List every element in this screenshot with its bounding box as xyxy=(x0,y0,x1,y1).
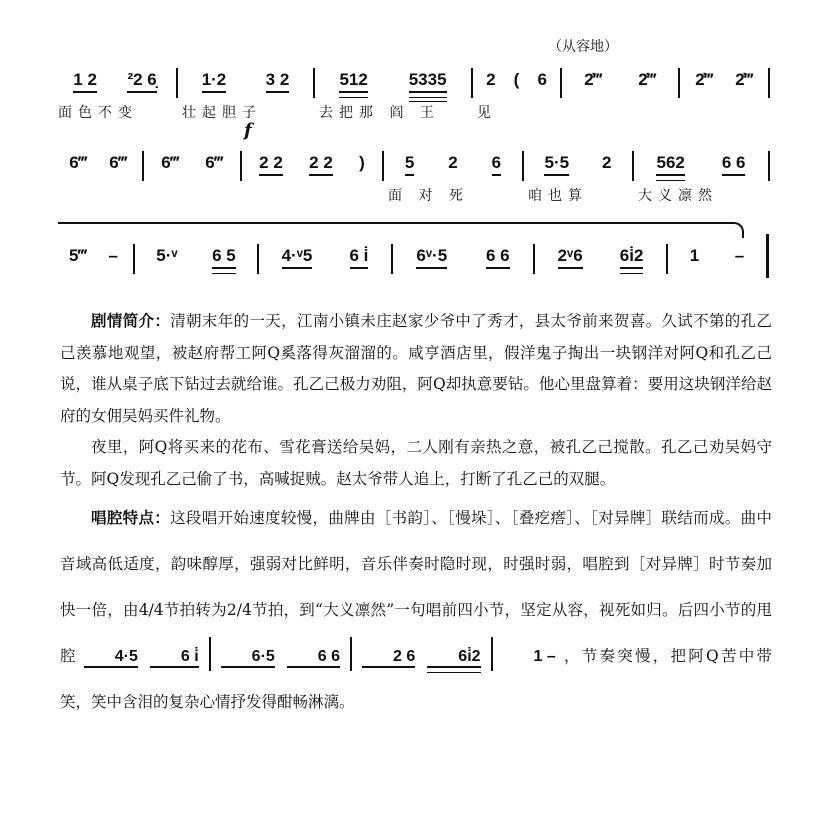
note-group: 6 xyxy=(537,70,547,89)
measure xyxy=(58,70,172,100)
note-group: 6‴ xyxy=(69,153,87,172)
measure xyxy=(182,70,309,100)
note-group: ²2 6̣ xyxy=(127,70,156,93)
measure xyxy=(246,153,378,183)
measure xyxy=(539,246,662,276)
bar-line xyxy=(313,68,315,98)
bar-line xyxy=(209,637,211,671)
text-body xyxy=(60,306,772,725)
note-group: 2̇‴ xyxy=(695,70,713,89)
bar-line xyxy=(533,244,535,274)
singing-label: 唱腔特点： xyxy=(91,509,171,527)
note-group: 6i̇2 xyxy=(620,246,644,269)
measure xyxy=(477,70,556,100)
inline-notes: 2 6 xyxy=(362,648,415,668)
note-group: 6 i̇ xyxy=(350,246,369,269)
note-group: 2̇‴ xyxy=(584,70,602,89)
lyric: 面 对 死 xyxy=(388,188,469,204)
lyric: 大义凛然 xyxy=(638,188,718,204)
note-group: 2ᵛ6 xyxy=(558,246,583,269)
bar-line xyxy=(471,68,473,98)
measure xyxy=(263,246,387,276)
score-line xyxy=(0,145,822,215)
note-group: 6 6 xyxy=(722,153,746,176)
bar-line xyxy=(133,244,135,274)
measure xyxy=(397,246,529,276)
note-group: 6‴ xyxy=(161,153,179,172)
lyric: 壮起胆子 xyxy=(182,105,262,121)
note-group: 2̇‴ xyxy=(735,70,753,89)
synopsis-label: 剧情简介： xyxy=(91,312,171,330)
note-group: 6 5 xyxy=(212,246,236,269)
note-group: 2 2 xyxy=(309,153,333,176)
singing-text-2: ，节奏突慢，把阿Q苦中带笑，笑中含泪的复杂心情抒发得酣畅淋漓。 xyxy=(60,647,772,711)
bar-line xyxy=(240,151,242,181)
bar-line xyxy=(391,244,393,274)
bar-line xyxy=(768,68,770,98)
measure xyxy=(672,246,762,276)
note-group: 512 xyxy=(339,70,367,93)
phrase-bracket xyxy=(58,222,744,238)
score-line xyxy=(0,62,822,132)
measure xyxy=(638,153,764,183)
note-group: 2 2 xyxy=(259,153,283,176)
note-group: 1 2 xyxy=(73,70,97,93)
inline-notes: 6i̇2 xyxy=(427,648,480,668)
measure xyxy=(566,70,674,100)
lyric: 咱也算 xyxy=(528,188,588,204)
measure xyxy=(58,153,138,183)
note-group: 2 xyxy=(602,153,612,172)
singing-text: 这段唱开始速度较慢，曲牌由［书韵］、［慢垛］、［叠疙瘩］、［对异牌］联结而成。曲中音域高低适度，韵味醇厚，强弱对比鲜明，音乐伴奏时隐时现，时强时弱，唱腔到［对异牌］时节奏加快一倍，由4/4节拍转为2/4节拍，到“大义凛然”一句唱前四小节，坚定从容，视死如归。后四小节的甩腔 xyxy=(60,509,772,665)
note-group: 5 xyxy=(405,153,414,176)
note-group: 6 xyxy=(492,153,501,176)
inline-notes: 1 – xyxy=(533,648,556,665)
measure xyxy=(684,70,764,100)
score-line xyxy=(0,238,822,308)
note-group: ) xyxy=(359,153,365,172)
bar-line xyxy=(350,637,352,671)
bar-line xyxy=(666,244,668,274)
tempo-marking: （从容地） xyxy=(548,39,618,55)
note-group: 1 xyxy=(689,246,700,265)
synopsis-text: 清朝末年的一天，江南小镇未庄赵家少爷中了秀才，县太爷前来贺喜。久试不第的孔乙己羡慕地观望，被赵府帮工阿Q奚落得灰溜溜的。咸亨酒店里，假洋鬼子掏出一块钢洋对阿Q和孔乙己说，谁从桌子底下钻过去就给谁。孔乙己极力劝阻，阿Q却执意要钻。他心里盘算着：要用这块钢洋给赵府的女佣吴妈买件礼物。 xyxy=(60,312,772,425)
bar-line xyxy=(257,244,259,274)
synopsis-text-2: 夜里，阿Q将买来的花布、雪花膏送给吴妈，二人刚有亲热之意，被孔乙己搅散。孔乙己劝吴妈守节。阿Q发现孔乙己偷了书，高喊捉贼。赵太爷带人追上，打断了孔乙己的双腿。 xyxy=(60,438,772,488)
note-group: 2 xyxy=(448,153,458,172)
bar-line xyxy=(560,68,562,98)
note-group: 2̇‴ xyxy=(638,70,656,89)
inline-notes: 6 6 xyxy=(287,648,340,668)
singing-paragraph xyxy=(60,495,772,725)
note-group: – xyxy=(734,246,745,265)
bar-line xyxy=(382,151,384,181)
final-bar-line xyxy=(766,234,769,278)
note-group: 5·5 xyxy=(544,153,569,176)
inline-notes: 6 i̇ xyxy=(150,648,199,668)
lyric: 见 xyxy=(477,105,497,121)
note-group: 4·ᵛ5 xyxy=(282,246,313,269)
measure xyxy=(58,246,129,276)
synopsis-paragraph-2 xyxy=(60,432,772,495)
note-group: – xyxy=(108,246,118,265)
measure xyxy=(319,70,467,100)
inline-notes: 6·5 xyxy=(221,648,275,668)
note-group: 2 xyxy=(486,70,496,89)
note-group: 5·ᵛ xyxy=(156,246,178,265)
note-group: 6ᵛ·5 xyxy=(416,246,447,269)
bar-line xyxy=(142,151,144,181)
note-group: 562 xyxy=(656,153,684,176)
synopsis-paragraph xyxy=(60,306,772,432)
measure xyxy=(148,153,236,183)
bar-line xyxy=(522,151,524,181)
bar-line xyxy=(678,68,680,98)
bar-line xyxy=(491,637,493,671)
note-group: 1·2 xyxy=(202,70,227,93)
note-group: 6 6 xyxy=(486,246,510,269)
lyric: 去把那 阎 王 xyxy=(319,105,440,121)
note-group: ( xyxy=(513,70,520,89)
inline-notes: 4·5 xyxy=(84,648,138,668)
lyric: 面色不变 xyxy=(58,105,138,121)
note-group: 5335 xyxy=(409,70,447,93)
measure xyxy=(139,246,253,276)
bar-line xyxy=(176,68,178,98)
measure xyxy=(528,153,628,183)
bar-line xyxy=(768,151,770,181)
bar-line xyxy=(632,151,634,181)
note-group: 3 2 xyxy=(266,70,290,93)
measure xyxy=(388,153,518,183)
note-group: 6‴ xyxy=(205,153,223,172)
note-group: 5‴ xyxy=(68,246,87,265)
dynamic-marking: f xyxy=(244,120,252,141)
note-group: 6‴ xyxy=(109,153,127,172)
